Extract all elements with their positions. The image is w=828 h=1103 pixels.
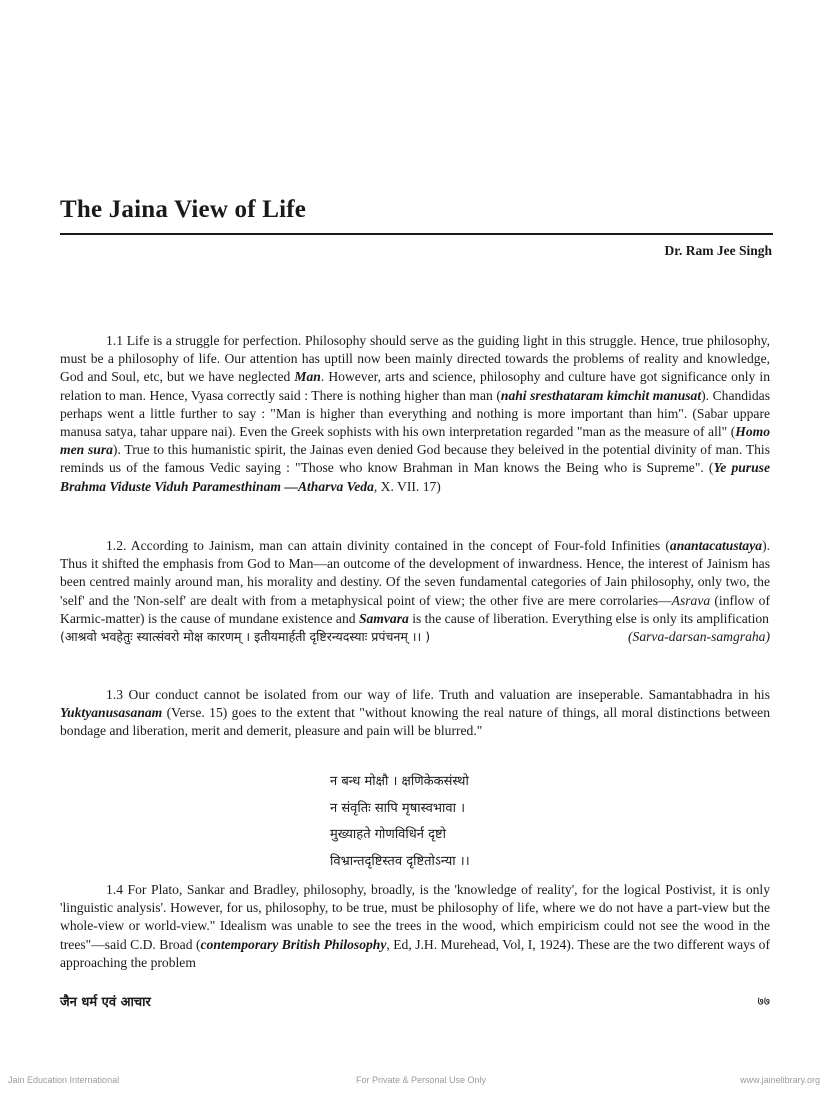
text-run: ). Thus it shifted the emphasis from God to Man—an outcome of the development of inwardness. Hence, the interest of Jainism has been centred mainly around man, his morality and destiny. Of the seven fundamental categories of Jain philosophy, only two, the 'self' and the 'Non-self' are dealt with from a metaphysical point of view; the other five are mere corrolaries—	[60, 538, 770, 608]
latin-quote: Homo men sura	[60, 424, 770, 458]
title-rule	[60, 233, 773, 235]
text-run: (Verse. 15) goes to the extent that "without knowing the real nature of things, all moral distinctions between bondage and liberation, merit and demerit, pleasure and pain will be blurred."	[60, 705, 770, 739]
text-run: 1.1 Life is a struggle for perfection. Philosophy should serve as the guiding light in this struggle. Hence, true philosophy, must be a philosophy of life. Our attention has uptill now been mainly directed towards the problems of reality and knowledge, God and Soul, etc, but we have neglected	[60, 333, 770, 385]
verse-line: मुख्याहते गोणविधिर्न दृष्टो	[330, 827, 446, 842]
text-run: . However, arts and science, philosophy and culture have got significance only in relation to man. Hence, Vyasa correctly said : There is nothing higher than man (	[60, 369, 770, 403]
verse-line: न बन्ध मोक्षौ । क्षणिकेकसंस्थो	[330, 774, 469, 789]
text-run: 1.3 Our conduct cannot be isolated from our way of life. Truth and valuation are inseperable. Samantabhadra in his	[106, 687, 770, 702]
emphasis-man: Man	[294, 369, 321, 385]
paragraph-1-3	[60, 686, 770, 741]
paragraph-1-1	[60, 332, 770, 496]
text-run: (inflow of Karmic-matter) is the cause of mundane existence and	[60, 592, 770, 626]
verse-line: विभ्रान्तदृष्टिस्तव दृष्टितोऽन्या ।।	[330, 853, 470, 869]
text-run: ). True to this humanistic spirit, the Jainas even denied God because they beleived in the potential divinity of man. This reminds us of the famous Vedic saying : "Those who know Brahman in Man knows the Being who is Supreme". (	[60, 442, 770, 476]
term-samvara: Samvara	[358, 610, 409, 626]
text-run: , Ed, J.H. Murehead, Vol, I, 1924). These are the two different ways of approaching the problem	[60, 936, 770, 970]
term-asrava: Asrava	[671, 592, 711, 608]
watermark-middle: For Private & Personal Use Only	[356, 1075, 487, 1085]
text-run: ). Chandidas perhaps went a little further to say : "Man is higher than everything and nothing is more important than him". (Sabar uppare manusa satya, tahar uppare nai). Even the Greek sophists with his own interpretation regarded "man as the measure of all" (	[60, 387, 770, 440]
footer-publication: जैन धर्म एवं आचार	[60, 995, 151, 1010]
watermark-link[interactable]: www.jainelibrary.org	[740, 1075, 820, 1085]
paragraph-1-4	[60, 881, 770, 972]
sanskrit-verse: (आश्रवो भवहेतुः स्यात्संवरो मोक्ष कारणम् । इतीयमार्हती दृष्टिरन्यदस्याः प्रपंचनम् ।। )	[60, 629, 431, 645]
sanskrit-verse-block	[330, 769, 470, 875]
source-citation: (Sarva-darsan-samgraha)	[628, 629, 770, 645]
text-run: 1.2. According to Jainism, man can attain divinity contained in the concept of Four-fold Infinities (	[106, 538, 670, 553]
term-anantacatustaya: anantacatustaya	[669, 538, 763, 553]
verse-line: न संवृतिः सापि मृषास्वभावा ।	[330, 800, 466, 816]
sanskrit-quote-line	[60, 628, 770, 646]
paragraph-1-2	[60, 537, 770, 646]
book-title: contemporary British Philosophy	[200, 936, 387, 952]
text-run: , X. VII. 17)	[373, 478, 441, 494]
text-run: is the cause of liberation. Everything else is only its amplification	[408, 610, 769, 626]
page-number: ७७	[757, 994, 770, 1008]
article-title: The Jaina View of Life	[60, 196, 307, 223]
vedic-citation: Ye puruse Brahma Viduste Viduh Paramesthinam —Atharva Veda	[60, 460, 770, 494]
sanskrit-quote: nahi sresthataram kimchit manusat	[500, 387, 702, 403]
author-name: Dr. Ram Jee Singh	[664, 243, 772, 258]
term-yuktyanusasanam: Yuktyanusasanam	[60, 705, 163, 721]
text-run: 1.4 For Plato, Sankar and Bradley, philosophy, broadly, is the 'knowledge of reality', for the logical Postivist, it is only 'linguistic analysis'. However, for us, philosophy, to be true, must be philosophy of life, where we do not have a part-view but the whole-view or world-view." Idealism was unable to see the trees in the wood, which empiricism could not see the wood in the trees"—said C.D. Broad (	[60, 882, 770, 952]
watermark-left: Jain Education International	[8, 1075, 120, 1085]
